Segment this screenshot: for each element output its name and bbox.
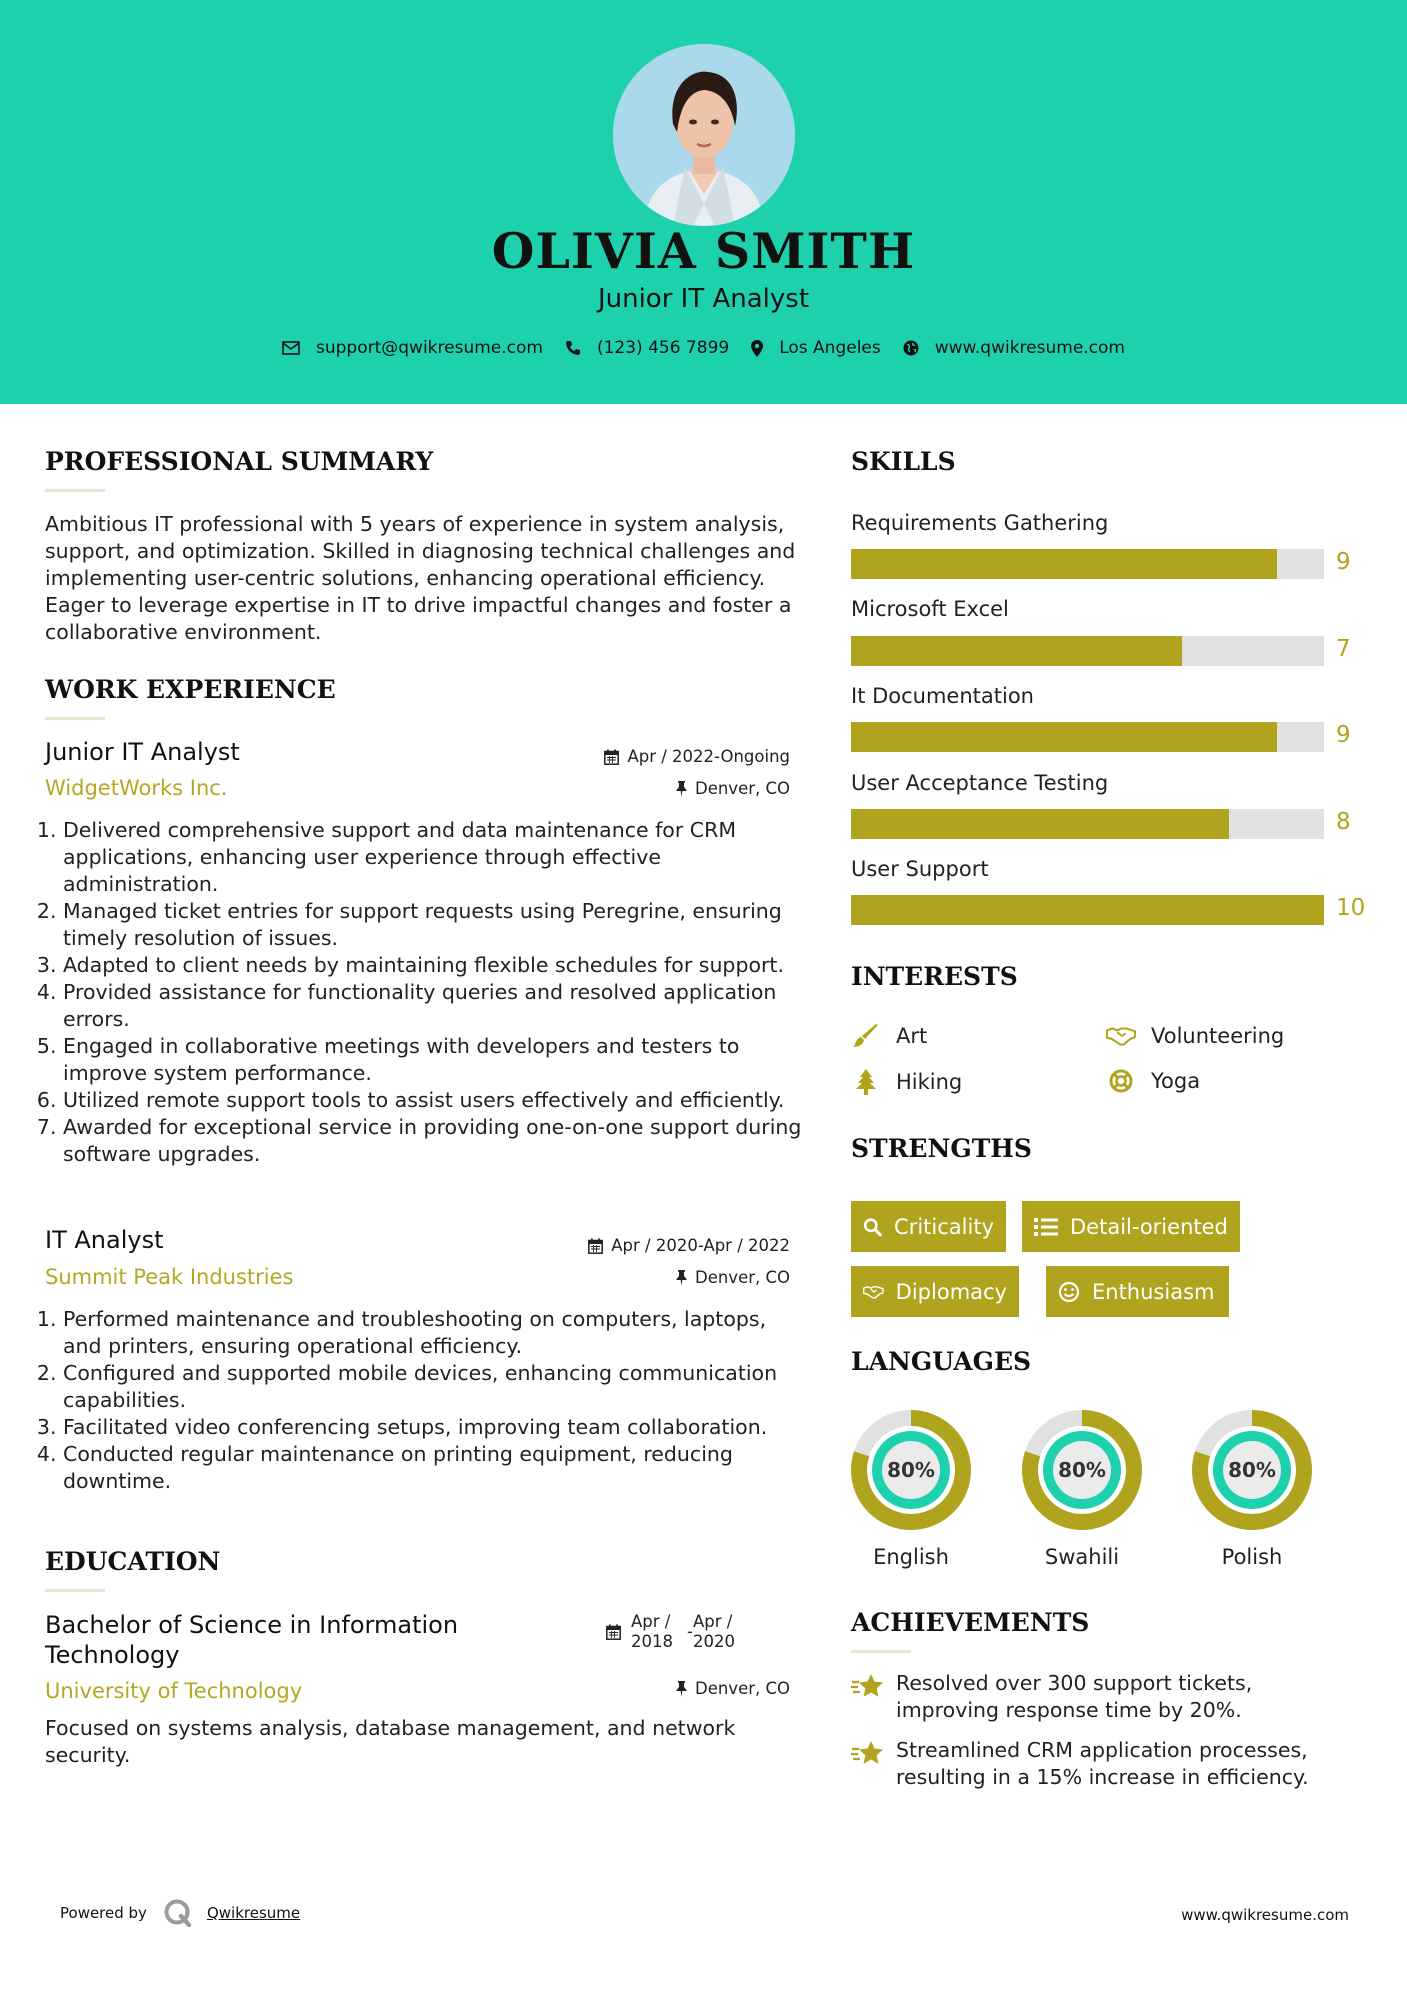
star-icon bbox=[851, 1739, 885, 1767]
list-item: 4. Provided assistance for functionality queries and resolved application errors. bbox=[63, 979, 810, 1033]
education-school: University of Technology bbox=[45, 1679, 303, 1703]
education-end-year: 2020 bbox=[693, 1632, 735, 1651]
skill-label: Microsoft Excel bbox=[851, 597, 1009, 621]
summary-text: Ambitious IT professional with 5 years of experience in system analysis, support, and optimization. Skilled in diagnosing technical challenges and implementing user-centric solutions, enhancing operational efficiency. Eager to leverage expertise in IT to drive impactful changes and foster a collaborative environment. bbox=[45, 512, 796, 644]
skills-heading: SKILLS bbox=[851, 447, 956, 476]
list-item: 3. Facilitated video conferencing setups, improving team collaboration. bbox=[63, 1414, 810, 1441]
strength-label: Diplomacy bbox=[895, 1279, 1007, 1304]
strength-label: Enthusiasm bbox=[1092, 1279, 1215, 1304]
pushpin-icon bbox=[676, 1681, 687, 1697]
contact-email[interactable] bbox=[282, 338, 543, 358]
language-percent-label: 80% bbox=[1058, 1458, 1106, 1482]
contact-phone-text: (123) 456 7899 bbox=[596, 338, 730, 358]
strength-tag bbox=[851, 1266, 1019, 1317]
experience-heading: WORK EXPERIENCE bbox=[45, 675, 336, 704]
skill-bar-track bbox=[851, 895, 1324, 925]
achievements-rule bbox=[851, 1650, 911, 1653]
list-item: 2. Managed ticket entries for support requests using Peregrine, ensuring timely resolution of issues. bbox=[63, 898, 810, 952]
education-start-year: 2018 bbox=[631, 1632, 673, 1651]
candidate-name: OLIVIA SMITH bbox=[491, 222, 916, 280]
education-location bbox=[560, 1679, 790, 1698]
skill-bar-fill bbox=[851, 895, 1324, 925]
list-item: 6. Utilized remote support tools to assist users effectively and efficiently. bbox=[63, 1087, 810, 1114]
interest-item bbox=[851, 1024, 927, 1048]
skill-level: 9 bbox=[1336, 722, 1351, 748]
job-1-location-text: Denver, CO bbox=[694, 779, 790, 798]
interest-label: Art bbox=[896, 1024, 928, 1048]
interest-item bbox=[1106, 1024, 1284, 1048]
paintbrush-icon bbox=[853, 1024, 879, 1048]
footer-powered-label: Powered by bbox=[60, 1904, 147, 1922]
job-1-dates bbox=[560, 747, 790, 766]
interest-label: Volunteering bbox=[1151, 1024, 1285, 1048]
tree-icon bbox=[855, 1069, 877, 1095]
language-ring bbox=[1020, 1408, 1144, 1532]
summary-rule bbox=[45, 489, 105, 492]
job-2-company: Summit Peak Industries bbox=[45, 1265, 294, 1289]
header-banner bbox=[0, 0, 1407, 404]
achievements-heading: ACHIEVEMENTS bbox=[851, 1608, 1090, 1637]
avatar-portrait bbox=[613, 44, 795, 226]
language-ring bbox=[1190, 1408, 1314, 1532]
interests-heading: INTERESTS bbox=[851, 962, 1018, 991]
education-rule bbox=[45, 1589, 105, 1592]
skill-label: User Acceptance Testing bbox=[851, 771, 1109, 795]
list-icon bbox=[1034, 1217, 1058, 1237]
interest-item bbox=[1106, 1069, 1200, 1093]
education-start bbox=[631, 1612, 693, 1652]
globe-icon bbox=[903, 340, 919, 356]
achievement-text: Streamlined CRM application processes, resulting in a 15% increase in efficiency. bbox=[896, 1738, 1309, 1789]
language-name: English bbox=[873, 1545, 949, 1569]
language-percent-label: 80% bbox=[1228, 1458, 1276, 1482]
strength-label: Detail-oriented bbox=[1070, 1214, 1228, 1239]
list-item: 1. Delivered comprehensive support and data maintenance for CRM applications, enhancing user experience through effective administration. bbox=[63, 817, 810, 898]
footer-brand-link[interactable]: Qwikresume bbox=[206, 1904, 301, 1922]
job-1-bullets bbox=[45, 817, 810, 1168]
avatar bbox=[613, 44, 795, 226]
skill-bar-fill bbox=[851, 809, 1229, 839]
strengths-heading: STRENGTHS bbox=[851, 1134, 1032, 1163]
job-1-company: WidgetWorks Inc. bbox=[45, 776, 228, 800]
list-item: 7. Awarded for exceptional service in providing one-on-one support during software upgrades. bbox=[63, 1114, 810, 1168]
skill-level: 9 bbox=[1336, 549, 1351, 575]
education-dates bbox=[606, 1612, 755, 1652]
education-location-text: Denver, CO bbox=[694, 1679, 790, 1698]
job-2-role: IT Analyst bbox=[45, 1226, 164, 1254]
skill-bar-fill bbox=[851, 549, 1277, 579]
achievement-text: Resolved over 300 support tickets, improving response time by 20%. bbox=[896, 1671, 1253, 1722]
lifebuoy-icon bbox=[1109, 1069, 1133, 1093]
star-icon bbox=[851, 1672, 885, 1700]
interest-label: Yoga bbox=[1151, 1069, 1201, 1093]
strength-tag bbox=[1046, 1266, 1229, 1317]
skill-bar-track bbox=[851, 809, 1324, 839]
achievement-item bbox=[851, 1670, 1331, 1724]
contact-website[interactable] bbox=[903, 338, 1125, 358]
language-name: Swahili bbox=[1044, 1545, 1120, 1569]
list-item: 3. Adapted to client needs by maintaining flexible schedules for support. bbox=[63, 952, 810, 979]
skill-bar-fill bbox=[851, 722, 1277, 752]
job-1-dates-text: Apr / 2022-Ongoing bbox=[627, 747, 790, 766]
skill-level: 7 bbox=[1336, 636, 1351, 662]
job-2-bullets bbox=[45, 1306, 810, 1495]
job-1-location bbox=[560, 779, 790, 798]
education-end bbox=[687, 1612, 755, 1652]
skill-level: 8 bbox=[1336, 809, 1351, 835]
pushpin-icon bbox=[676, 1270, 687, 1286]
candidate-title: Junior IT Analyst bbox=[597, 284, 810, 314]
contact-phone[interactable] bbox=[565, 338, 729, 358]
skill-label: Requirements Gathering bbox=[851, 511, 1109, 535]
handshake-icon bbox=[1106, 1025, 1136, 1047]
smile-icon bbox=[1058, 1281, 1080, 1303]
strength-tag bbox=[851, 1201, 1006, 1252]
summary-heading: PROFESSIONAL SUMMARY bbox=[45, 447, 434, 476]
list-item: 4. Conducted regular maintenance on printing equipment, reducing downtime. bbox=[63, 1441, 810, 1495]
education-start-month: Apr / bbox=[631, 1612, 671, 1631]
qwikresume-logo-icon bbox=[163, 1898, 193, 1928]
education-description: Focused on systems analysis, database management, and network security. bbox=[45, 1716, 736, 1767]
calendar-icon bbox=[604, 749, 619, 765]
map-pin-icon bbox=[751, 340, 763, 357]
contact-website-text: www.qwikresume.com bbox=[934, 338, 1125, 358]
job-2-dates-text: Apr / 2020-Apr / 2022 bbox=[611, 1236, 790, 1255]
handshake-icon bbox=[863, 1281, 884, 1303]
skill-label: User Support bbox=[851, 857, 989, 881]
pushpin-icon bbox=[676, 781, 687, 797]
education-end-month: Apr / bbox=[693, 1612, 733, 1631]
education-heading: EDUCATION bbox=[45, 1547, 221, 1576]
interest-item bbox=[851, 1069, 962, 1095]
skill-bar-fill bbox=[851, 636, 1182, 666]
language-percent-label: 80% bbox=[887, 1458, 935, 1482]
skill-level: 10 bbox=[1336, 895, 1366, 921]
language-name: Polish bbox=[1221, 1545, 1283, 1569]
list-item: 5. Engaged in collaborative meetings with developers and testers to improve system performance. bbox=[63, 1033, 810, 1087]
job-2-location-text: Denver, CO bbox=[694, 1268, 790, 1287]
footer-site-link[interactable]: www.qwikresume.com bbox=[1181, 1906, 1349, 1924]
envelope-icon bbox=[282, 341, 300, 355]
job-1-role: Junior IT Analyst bbox=[45, 738, 240, 766]
skill-bar-track bbox=[851, 722, 1324, 752]
language-ring bbox=[849, 1408, 973, 1532]
education-degree: Bachelor of Science in Information Technology bbox=[45, 1611, 459, 1669]
date-separator: - bbox=[687, 1622, 693, 1641]
contact-location bbox=[751, 338, 881, 358]
contact-email-text: support@qwikresume.com bbox=[316, 338, 543, 358]
experience-rule bbox=[45, 717, 105, 720]
interest-label: Hiking bbox=[896, 1070, 963, 1094]
achievement-item bbox=[851, 1737, 1331, 1791]
strength-label: Criticality bbox=[894, 1214, 994, 1239]
job-2-location bbox=[560, 1268, 790, 1287]
list-item: 2. Configured and supported mobile devices, enhancing communication capabilities. bbox=[63, 1360, 810, 1414]
skill-label: It Documentation bbox=[851, 684, 1034, 708]
search-icon bbox=[863, 1216, 882, 1238]
languages-heading: LANGUAGES bbox=[851, 1347, 1032, 1376]
skill-bar-track bbox=[851, 636, 1324, 666]
strength-tag bbox=[1022, 1201, 1240, 1252]
contact-location-text: Los Angeles bbox=[779, 338, 881, 358]
job-2-dates bbox=[530, 1236, 790, 1255]
phone-icon bbox=[565, 340, 581, 356]
list-item: 1. Performed maintenance and troubleshooting on computers, laptops, and printers, ensuring operational efficiency. bbox=[63, 1306, 810, 1360]
skill-bar-track bbox=[851, 549, 1324, 579]
footer-powered-by bbox=[60, 1898, 300, 1928]
calendar-icon bbox=[588, 1238, 603, 1254]
contact-bar bbox=[0, 338, 1407, 358]
calendar-icon bbox=[606, 1624, 621, 1640]
